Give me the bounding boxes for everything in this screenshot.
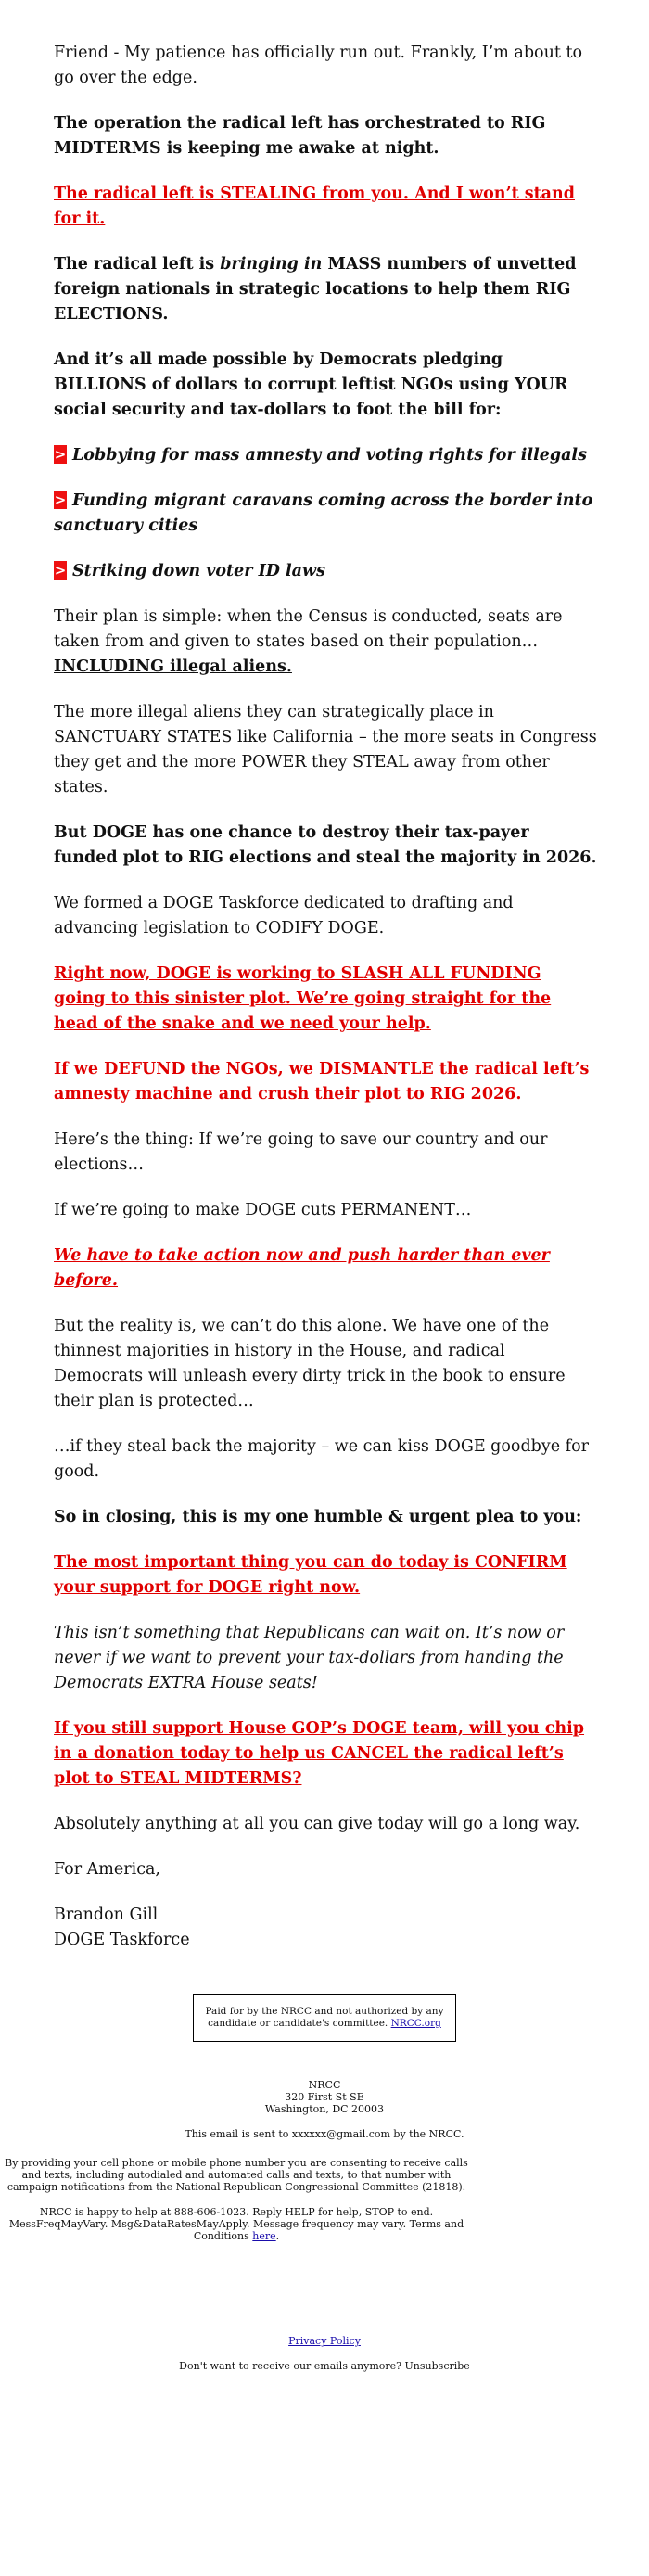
city: Washington, DC 20003	[264, 2103, 385, 2115]
disclaimer-text: Paid for by the NRCC and not authorized by any candidate or candidate's committee.	[205, 2006, 444, 2029]
privacy-policy-link[interactable]: Privacy Policy	[288, 2335, 361, 2347]
paragraph	[54, 252, 597, 327]
paragraph: We formed a DOGE Taskforce dedicated to drafting and advancing legislation to CODIFY DOGE.	[54, 894, 514, 937]
text: Their plan is simple: when the Census is conducted, seats are taken from and given to states based on their population…	[54, 607, 563, 651]
bullet-item	[54, 489, 597, 539]
arrow-icon: >	[54, 562, 67, 579]
signature	[54, 1903, 597, 1953]
paragraph	[54, 605, 597, 680]
text: The radical left is	[54, 255, 221, 274]
paragraph: So in closing, this is my one humble & urgent plea to you:	[54, 1508, 582, 1526]
donate-link[interactable]: We have to take action now and push harder than ever before.	[54, 1246, 550, 1290]
text: bringing in	[220, 255, 323, 274]
closing: For America,	[54, 1860, 160, 1879]
terms-link[interactable]: here	[252, 2230, 276, 2242]
help-text: NRCC is happy to help at 888-606-1023. Reply HELP for help, STOP to end. MessFreqMayVary. Msg&DataRatesMayApply. Message frequency may vary. Terms and Conditions here.	[8, 2206, 464, 2242]
street: 320 First St SE	[285, 2091, 364, 2103]
signature-name: Brandon Gill	[54, 1906, 159, 1924]
text: INCLUDING illegal aliens.	[54, 657, 292, 676]
sent-to: This email is sent to xxxxxx@gmail.com by the NRCC.	[185, 2128, 464, 2140]
paragraph: But DOGE has one chance to destroy their tax-payer funded plot to RIG elections and steal the majority in 2026.	[54, 823, 597, 867]
paragraph: The more illegal aliens they can strategically place in SANCTUARY STATES like California – the more seats in Congress they get and the more POWER they STEAL away from other states.	[54, 703, 597, 797]
text: MASS numbers of unvetted foreign nationals in strategic locations to help them RIG ELECTIONS.	[54, 255, 577, 324]
paid-for-disclaimer	[193, 1994, 456, 2042]
text: NRCC is happy to help at 888-606-1023. Reply HELP for help, STOP to end. MessFreqMayVary. Msg&DataRatesMayApply. Message frequency may vary. Terms and Conditions	[8, 2206, 464, 2242]
donate-link[interactable]: If you still support House GOP’s DOGE team, will you chip in a donation today to help us CANCEL the radical left’s plot to STEAL MIDTERMS?	[54, 1719, 585, 1788]
org-name: NRCC	[308, 2079, 341, 2091]
donate-link[interactable]: The radical left is STEALING from you. And I won’t stand for it.	[54, 185, 575, 228]
paragraph: Absolutely anything at all you can give today will go a long way.	[54, 1815, 580, 1833]
bullet-item	[54, 559, 597, 584]
sms-consent: By providing your cell phone or mobile phone number you are consenting to receive calls and texts, including autodialed and automated calls and texts, to that number with campaign notifications from the National Republican Congressional Committee (21818).	[5, 2157, 468, 2193]
address	[0, 2079, 649, 2115]
paragraph: The operation the radical left has orchestrated to RIG MIDTERMS is keeping me awake at night.	[54, 114, 546, 158]
paragraph: Here’s the thing: If we’re going to save our country and our elections…	[54, 1130, 548, 1174]
paragraph: …if they steal back the majority – we can kiss DOGE goodbye for good.	[54, 1437, 590, 1481]
bullet-text: Lobbying for mass amnesty and voting rights for illegals	[72, 446, 587, 465]
nrcc-link[interactable]: NRCC.org	[390, 2018, 441, 2029]
bullet-text: Funding migrant caravans coming across the border into sanctuary cities	[54, 491, 593, 535]
bullet-text: Striking down voter ID laws	[72, 562, 325, 580]
intro-paragraph: Friend - My patience has officially run out. Frankly, I’m about to go over the edge.	[54, 44, 583, 87]
arrow-icon: >	[54, 491, 67, 508]
privacy-row	[0, 2335, 649, 2347]
footer	[0, 1994, 649, 2372]
donate-link[interactable]: Right now, DOGE is working to SLASH ALL FUNDING going to this sinister plot. We’re going straight for the head of the snake and we need your help.	[54, 964, 552, 1033]
paragraph: If we DEFUND the NGOs, we DISMANTLE the radical left’s amnesty machine and crush their plot to RIG 2026.	[54, 1060, 590, 1103]
paragraph: But the reality is, we can’t do this alone. We have one of the thinnest majorities in history in the House, and radical Democrats will unleash every dirty trick in the book to ensure their plan is protected…	[54, 1317, 566, 1410]
donate-link[interactable]: The most important thing you can do today is CONFIRM your support for DOGE right now.	[54, 1553, 567, 1597]
arrow-icon: >	[54, 446, 67, 463]
unsubscribe-link[interactable]: Don't want to receive our emails anymore? Unsubscribe	[179, 2360, 470, 2372]
paragraph: And it’s all made possible by Democrats pledging BILLIONS of dollars to corrupt leftist NGOs using YOUR social security and tax-dollars to foot the bill for:	[54, 351, 568, 419]
paragraph: If we’re going to make DOGE cuts PERMANENT…	[54, 1201, 472, 1219]
paragraph: This isn’t something that Republicans can wait on. It’s now or never if we want to prevent your tax-dollars from handing the Democrats EXTRA House seats!	[54, 1624, 565, 1692]
signature-title: DOGE Taskforce	[54, 1931, 190, 1949]
bullet-item	[54, 443, 597, 468]
